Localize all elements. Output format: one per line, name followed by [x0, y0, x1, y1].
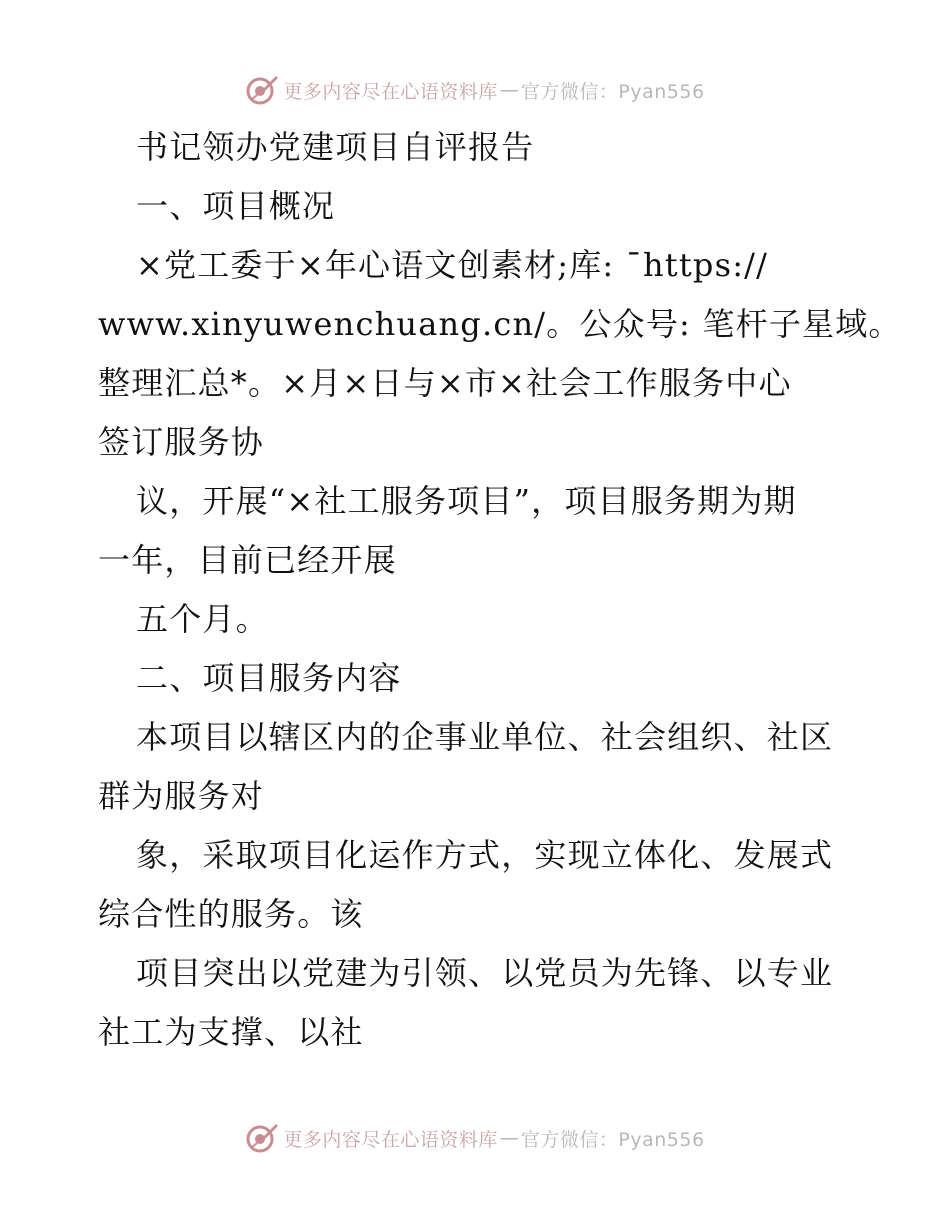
pen-logo-icon — [245, 73, 279, 107]
document-line: 群为服务对 — [98, 777, 265, 815]
watermark-suffix: 官方微信：Pyan556 — [520, 80, 705, 103]
document-line: 社工为支撑、以社 — [98, 1013, 364, 1051]
document-line: ×党工委于×年心语文创素材;库: ¯https:// — [136, 246, 769, 284]
watermark-separator: — — [499, 1127, 519, 1149]
watermark-text: 更多内容尽在心语资料库 — [283, 80, 498, 103]
document-line: 项目突出以党建为引领、以党员为先锋、以专业 — [136, 954, 834, 992]
watermark-text: 更多内容尽在心语资料库 — [283, 1128, 498, 1151]
document-line: www.xinyuwenchuang.cn/。公众号: 笔杆子星域。 — [98, 305, 902, 343]
pen-logo-icon — [245, 1121, 279, 1155]
document-line: 议，开展“×社工服务项目”，项目服务期为期 — [136, 482, 797, 520]
document-body — [98, 118, 902, 1062]
document-line: 二、项目服务内容 — [136, 659, 402, 697]
watermark-suffix: 官方微信：Pyan556 — [520, 1128, 705, 1151]
document-line: 书记领办党建项目自评报告 — [136, 128, 535, 166]
document-line: 一、项目概况 — [136, 187, 336, 225]
document-line: 五个月。 — [136, 600, 269, 638]
document-line: 本项目以辖区内的企事业单位、社会组织、社区 — [136, 718, 834, 756]
document-line: 签订服务协 — [98, 423, 265, 461]
document-line: 整理汇总*。×月×日与×市×社会工作服务中心 — [98, 364, 792, 402]
footer-watermark — [0, 1118, 950, 1158]
header-watermark — [0, 70, 950, 110]
document-line: 一年，目前已经开展 — [98, 541, 397, 579]
watermark-separator: — — [499, 79, 519, 101]
document-line: 综合性的服务。该 — [98, 895, 364, 933]
document-line: 象，采取项目化运作方式，实现立体化、发展式 — [136, 836, 834, 874]
